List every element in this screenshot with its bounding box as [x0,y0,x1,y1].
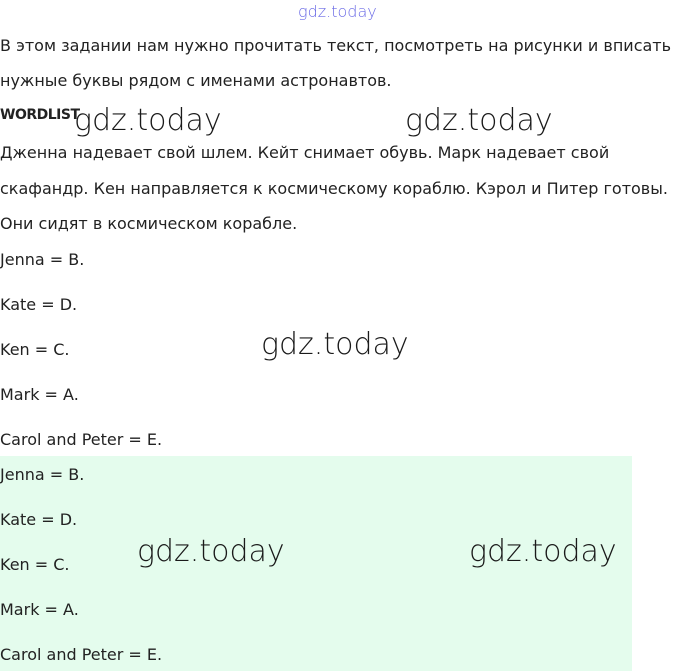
intro-line-1: В этом задании нам нужно прочитать текст, посмотреть на рисунки и вписать [0,36,672,55]
translation-line-1: Дженна надевает свой шлем. Кейт снимает обувь. Марк надевает свой [0,143,610,162]
watermark-5: gdz.today [469,534,617,569]
watermark-3: gdz.today [261,327,409,362]
answer-carol-peter: Carol and Peter = E. [0,430,163,449]
answer-ken: Ken = C. [0,340,70,359]
box-answer-carol-peter: Carol and Peter = E. [0,645,163,664]
translation-line-2: скафандр. Кен направляется к космическому кораблю. Кэрол и Питер готовы. [0,179,668,198]
box-answer-kate: Kate = D. [0,510,78,529]
watermark-1: gdz.today [74,103,222,138]
watermark-2: gdz.today [405,103,553,138]
intro-line-2: нужные буквы рядом с именами астронавтов. [0,71,392,90]
box-answer-jenna: Jenna = B. [0,465,85,484]
answer-jenna: Jenna = B. [0,250,85,269]
watermark-top: gdz.today [298,2,377,21]
answer-mark: Mark = A. [0,385,79,404]
answer-kate: Kate = D. [0,295,78,314]
box-answer-mark: Mark = A. [0,600,79,619]
box-answer-ken: Ken = C. [0,555,70,574]
wordlist-heading: WORDLIST [0,107,80,123]
translation-line-3: Они сидят в космическом корабле. [0,214,298,233]
watermark-4: gdz.today [137,534,285,569]
